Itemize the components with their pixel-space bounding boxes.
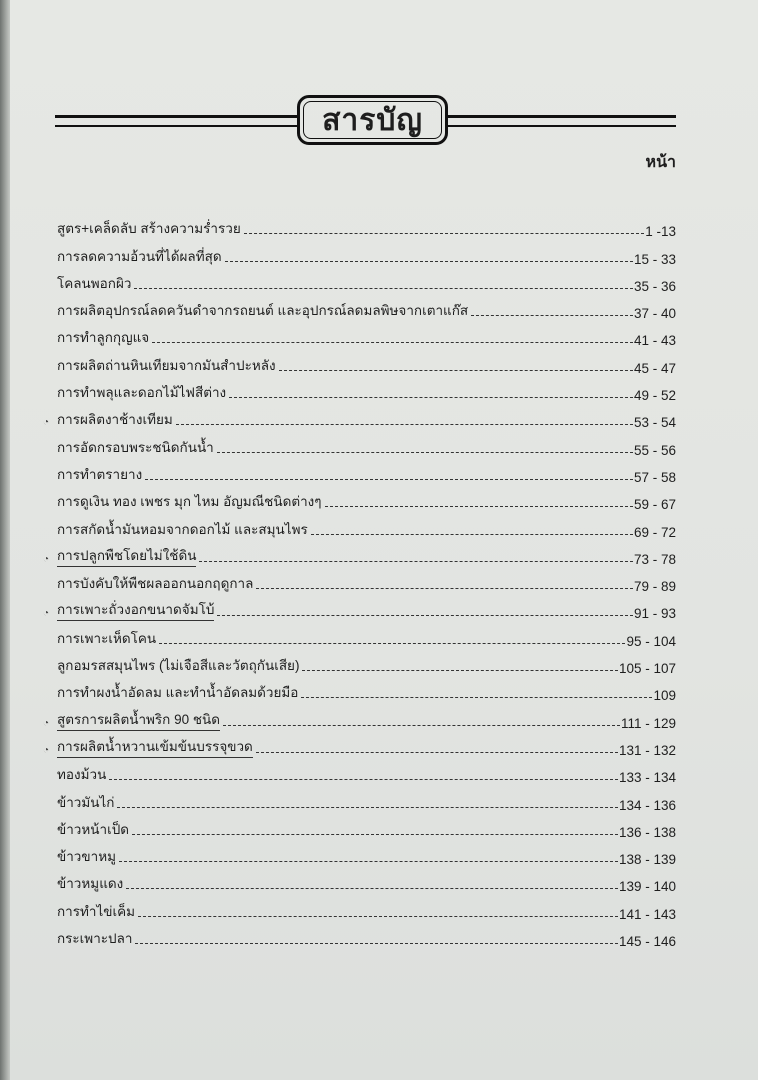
dot-leader — [471, 315, 633, 316]
toc-entry-pages: 45 - 47 — [633, 360, 676, 376]
handwritten-mark-icon: ◔ — [43, 417, 50, 429]
toc-entry-pages: 15 - 33 — [633, 251, 676, 267]
toc-entry-pages: 37 - 40 — [633, 306, 676, 322]
toc-entry-title: การทำตรายาง — [57, 466, 143, 482]
dot-leader — [138, 916, 618, 917]
table-of-contents — [43, 212, 676, 950]
dot-leader — [311, 534, 633, 535]
toc-entry-pages: 136 - 138 — [618, 824, 676, 840]
toc-entry — [57, 376, 676, 403]
toc-entry — [57, 894, 676, 921]
toc-entry-pages: 91 - 93 — [633, 606, 676, 622]
toc-entry — [57, 785, 676, 812]
toc-entry — [57, 840, 676, 867]
page-title: สารบัญ — [322, 103, 423, 137]
toc-entry — [57, 676, 676, 703]
toc-entry-pages: 57 - 58 — [633, 469, 676, 485]
dot-leader — [134, 288, 633, 289]
dot-leader — [126, 888, 618, 889]
toc-entry — [57, 348, 676, 375]
toc-entry-title: ข้าวมันไก่ — [57, 794, 115, 810]
title-rule-left — [55, 115, 297, 127]
toc-entry-title: การเพาะถั่วงอกขนาดจัมโบ้ — [57, 598, 214, 621]
toc-entry-title: การทำพลุและดอกไม้ไฟสีต่าง — [57, 385, 227, 401]
handwritten-mark-icon: ◔ — [43, 744, 50, 756]
toc-entry-title: การผลิตงาช้างเทียม — [57, 412, 173, 428]
toc-entry-pages: 133 - 134 — [618, 770, 676, 786]
dot-leader — [176, 424, 633, 425]
handwritten-mark-icon: ◔ — [43, 717, 50, 729]
toc-entry — [43, 594, 676, 622]
dot-leader — [159, 643, 625, 644]
dot-leader — [119, 861, 618, 862]
toc-entry-pages: 131 - 132 — [618, 742, 676, 758]
toc-entry-title: การบังคับให้พืชผลออกนอกฤดูกาล — [57, 576, 254, 592]
toc-entry — [57, 512, 676, 539]
toc-entry — [57, 321, 676, 348]
toc-entry-title: กระเพาะปลา — [57, 931, 133, 947]
toc-entry-title: ทองม้วน — [57, 767, 107, 783]
dot-leader — [225, 261, 633, 262]
dot-leader — [117, 807, 617, 808]
title-rule-right — [448, 115, 676, 127]
toc-entry-title: การผลิตน้ำหวานเข้มข้นบรรจุขวด — [57, 735, 253, 758]
dot-leader — [152, 342, 633, 343]
dot-leader — [135, 943, 618, 944]
dot-leader — [132, 834, 618, 835]
title-box — [297, 95, 448, 145]
toc-entry-pages: 59 - 67 — [633, 497, 676, 513]
dot-leader — [145, 479, 633, 480]
dot-leader — [325, 506, 633, 507]
toc-entry — [57, 430, 676, 457]
toc-entry — [57, 621, 676, 648]
toc-entry — [57, 239, 676, 266]
toc-entry-pages: 138 - 139 — [618, 852, 676, 868]
toc-entry — [43, 540, 676, 567]
dot-leader — [217, 452, 633, 453]
toc-entry-pages: 49 - 52 — [633, 388, 676, 404]
dot-leader — [223, 725, 620, 726]
handwritten-mark-icon: ◔ — [43, 553, 50, 565]
toc-entry-title: การผลิตถ่านหินเทียมจากมันสำปะหลัง — [57, 357, 276, 373]
toc-entry-title: ข้าวหมูแดง — [57, 876, 124, 892]
toc-entry-pages: 69 - 72 — [633, 524, 676, 540]
toc-entry-title: การทำลูกกุญแจ — [57, 330, 150, 346]
toc-entry — [57, 212, 676, 239]
toc-entry-title: การลดความอ้วนที่ได้ผลที่สุด — [57, 248, 222, 264]
dot-leader — [256, 752, 618, 753]
dot-leader — [302, 670, 617, 671]
toc-entry — [57, 758, 676, 785]
dot-leader — [109, 779, 618, 780]
toc-entry-title: ลูกอมรสสมุนไพร (ไม่เจือสีและวัตถุกันเสีย) — [57, 658, 300, 674]
page-column-header: หน้า — [645, 154, 676, 171]
toc-entry-pages: 35 - 36 — [633, 278, 676, 294]
toc-entry — [57, 294, 676, 321]
toc-entry — [57, 267, 676, 294]
toc-entry-pages: 79 - 89 — [633, 579, 676, 595]
toc-entry — [57, 649, 676, 676]
toc-entry-title: การดูเงิน ทอง เพชร มุก ไหม อัญมณีชนิดต่างๆ — [57, 494, 322, 510]
dot-leader — [229, 397, 633, 398]
toc-entry-pages: 53 - 54 — [633, 415, 676, 431]
toc-entry-title: การผลิตอุปกรณ์ลดควันดำจากรถยนต์ และอุปกรณ์ลดมลพิษจากเตาแก๊ส — [57, 303, 469, 319]
toc-entry-pages: 145 - 146 — [618, 934, 676, 950]
toc-entry-title: การทำผงน้ำอัดลม และทำน้ำอัดลมด้วยมือ — [57, 685, 299, 701]
handwritten-mark-icon: ◔ — [43, 608, 50, 620]
toc-entry-title: การทำไข่เค็ม — [57, 903, 136, 919]
dot-leader — [244, 233, 644, 234]
toc-entry-title: ข้าวขาหมู — [57, 849, 116, 865]
toc-entry-pages: 41 - 43 — [633, 333, 676, 349]
toc-entry-title: สูตร+เคล็ดลับ สร้างความร่ำรวย — [57, 221, 241, 237]
toc-entry-pages: 73 - 78 — [633, 551, 676, 567]
toc-entry — [57, 922, 676, 949]
toc-entry-title: โคลนพอกผิว — [57, 275, 132, 291]
toc-entry-pages: 109 — [653, 688, 676, 704]
toc-entry-title: การสกัดน้ำมันหอมจากดอกไม้ และสมุนไพร — [57, 521, 308, 537]
toc-entry — [57, 867, 676, 894]
toc-entry-title: การเพาะเห็ดโคน — [57, 630, 157, 646]
dot-leader — [301, 697, 652, 698]
toc-entry — [43, 731, 676, 758]
dot-leader — [199, 561, 633, 562]
toc-entry-pages: 1 -13 — [645, 224, 676, 240]
toc-entry-pages: 139 - 140 — [618, 879, 676, 895]
toc-entry — [43, 703, 676, 731]
toc-entry — [57, 813, 676, 840]
dot-leader — [279, 370, 633, 371]
toc-entry-pages: 105 - 107 — [618, 661, 676, 677]
toc-entry-pages: 141 - 143 — [618, 906, 676, 922]
dot-leader — [256, 588, 633, 589]
toc-entry — [57, 567, 676, 594]
dot-leader — [217, 615, 633, 616]
toc-entry-title: การปลูกพืชโดยไม่ใช้ดิน — [57, 544, 196, 567]
toc-entry-title: การอัดกรอบพระชนิดกันน้ำ — [57, 439, 214, 455]
toc-entry-pages: 111 - 129 — [620, 715, 676, 731]
toc-entry-pages: 55 - 56 — [633, 442, 676, 458]
toc-entry-title: สูตรการผลิตน้ำพริก 90 ชนิด — [57, 708, 220, 731]
toc-entry-pages: 134 - 136 — [618, 797, 676, 813]
toc-entry — [57, 458, 676, 485]
toc-entry — [57, 485, 676, 512]
toc-entry-title: ข้าวหน้าเป็ด — [57, 821, 130, 837]
toc-entry-pages: 95 - 104 — [626, 633, 676, 649]
toc-entry — [43, 403, 676, 431]
